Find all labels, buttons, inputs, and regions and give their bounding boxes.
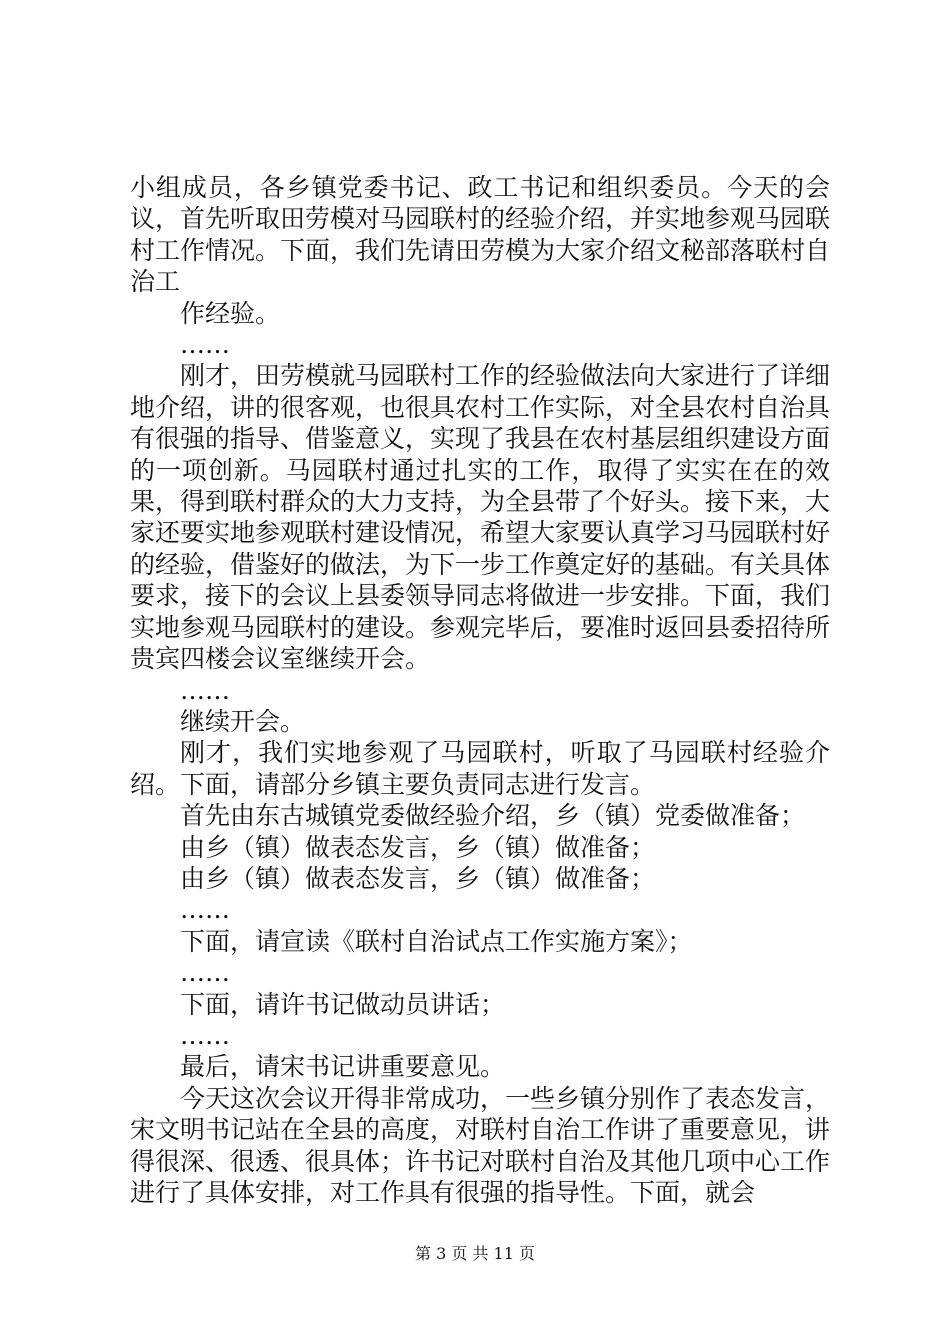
paragraph: 作经验。 <box>180 298 281 328</box>
ellipsis-line: …… <box>180 675 230 705</box>
paragraph: 首先由东古城镇党委做经验介绍，乡（镇）党委做准备； <box>180 801 806 831</box>
paragraph: 最后，请宋书记讲重要意见。 <box>180 1052 506 1082</box>
ellipsis-line: …… <box>180 958 230 988</box>
ellipsis-line: …… <box>180 1020 230 1050</box>
paragraph: 由乡（镇）做表态发言，乡（镇）做准备； <box>180 832 656 862</box>
paragraph: 小组成员，各乡镇党委书记、政工书记和组织委员。今天的会议，首先听取田劳模对马园联村的经验介绍，并实地参观马园联村工作情况。下面，我们先请田劳模为大家介绍文秘部落联村自治工 <box>130 173 831 297</box>
paragraph: 由乡（镇）做表态发言，乡（镇）做准备； <box>180 863 656 893</box>
ellipsis-line: …… <box>180 895 230 925</box>
paragraph: 下面，请许书记做动员讲话； <box>180 989 506 1019</box>
paragraph: 刚才，我们实地参观了马园联村，听取了马园联村经验介绍。下面，请部分乡镇主要负责同志进行发言。 <box>130 738 830 799</box>
paragraph: 今天这次会议开得非常成功，一些乡镇分别作了表态发言，宋文明书记站在全县的高度，对联村自治工作讲了重要意见，讲得很深、很透、很具体；许书记对联村自治及其他几项中心工作进行了具体安排，对工作具有很强的指导性。下面，就会 <box>130 1083 831 1207</box>
paragraph: 继续开会。 <box>180 706 306 736</box>
document-body <box>130 172 830 1208</box>
paragraph: 下面，请宣读《联村自治试点工作实施方案》； <box>180 926 693 956</box>
ellipsis-line: …… <box>180 330 230 360</box>
paragraph: 刚才，田劳模就马园联村工作的经验做法向大家进行了详细地介绍，讲的很客观，也很具农村工作实际，对全县农村自治具有很强的指导、借鉴意义，实现了我县在农村基层组织建设方面的一项创新。马园联村通过扎实的工作，取得了实实在在的效果，得到联村群众的大力支持，为全县带了个好头。接下来，大家还要实地参观联村建设情况，希望大家要认真学习马园联村好的经验，借鉴好的做法，为下一步工作奠定好的基础。有关具体要求，接下的会议上县委领导同志将做进一步安排。下面，我们实地参观马园联村的建设。参观完毕后，要准时返回县委招待所贵宾四楼会议室继续开会。 <box>130 361 831 674</box>
page-number-footer: 第 3 页 共 11 页 <box>415 1244 535 1263</box>
